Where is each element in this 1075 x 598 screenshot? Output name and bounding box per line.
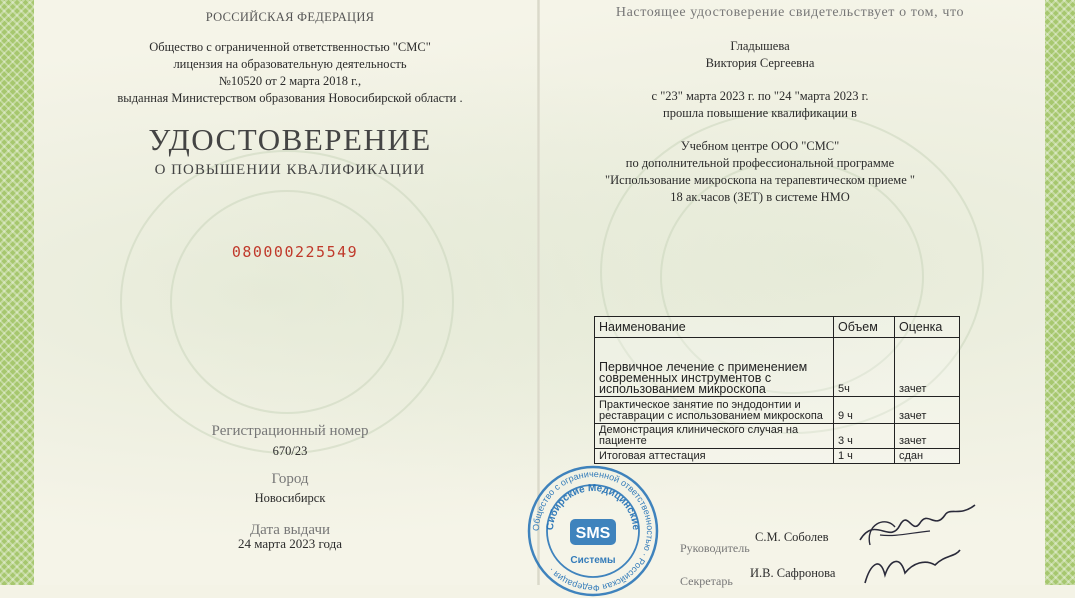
city-value: Новосибирск bbox=[254, 491, 326, 505]
program-line: по дополнительной профессиональной программе bbox=[625, 156, 895, 170]
row-grade: зачет bbox=[895, 338, 960, 397]
license-issuer: выданная Министерством образования Новосибирской области . bbox=[117, 91, 463, 105]
issue-date-label: Дата выдачи bbox=[249, 522, 331, 538]
row-volume: 3 ч bbox=[834, 424, 895, 449]
license-line: лицензия на образовательную деятельность bbox=[173, 57, 407, 71]
document-title: УДОСТОВЕРЕНИЕ bbox=[148, 122, 432, 157]
reg-number-value: 670/23 bbox=[272, 444, 308, 458]
row-grade: сдан bbox=[895, 449, 960, 464]
header-grade: Оценка bbox=[895, 317, 960, 338]
city-label: Город bbox=[271, 471, 309, 487]
row-grade: зачет bbox=[895, 397, 960, 424]
left-guilloche-border bbox=[0, 0, 34, 585]
row-volume: 5ч bbox=[834, 338, 895, 397]
head-label: Руководитель bbox=[680, 541, 750, 555]
grades-table bbox=[594, 316, 960, 464]
holder-name: Виктория Сергеевна bbox=[705, 56, 815, 70]
secretary-signature bbox=[855, 545, 965, 585]
table-header-row bbox=[595, 317, 960, 338]
training-passed: прошла повышение квалификации в bbox=[663, 106, 857, 120]
org-name: Общество с ограниченной ответственностью "СМС" bbox=[149, 40, 431, 54]
country-heading: РОССИЙСКАЯ ФЕДЕРАЦИЯ bbox=[205, 10, 375, 24]
organization-stamp bbox=[526, 464, 660, 598]
row-volume: 1 ч bbox=[834, 449, 895, 464]
holder-surname: Гладышева bbox=[730, 39, 790, 53]
stamp-ring-text: Общество с ограниченной ответственностью · Российская Федерация · bbox=[530, 468, 656, 594]
right-guilloche-border bbox=[1045, 0, 1075, 585]
secretary-name: И.В. Сафронова bbox=[750, 566, 836, 580]
head-name: С.М. Соболев bbox=[755, 530, 829, 544]
document-subtitle: О ПОВЫШЕНИИ КВАЛИФИКАЦИИ bbox=[154, 162, 426, 178]
serial-number: 080000225549 bbox=[231, 243, 359, 261]
program-name: "Использование микроскопа на терапевтическом приеме " bbox=[605, 173, 915, 187]
row-name: Демонстрация клинического случая на пациенте bbox=[595, 424, 834, 449]
stamp-logo: SMS bbox=[575, 525, 611, 542]
program-hours: 18 ак.часов (ЗЕТ) в системе НМО bbox=[670, 190, 850, 204]
table-row bbox=[595, 338, 960, 397]
stamp-inner-text: Сибирские Медицинские bbox=[544, 482, 642, 531]
left-watermark-inner bbox=[170, 190, 404, 414]
training-period: с "23" марта 2023 г. по "24 "марта 2023 г. bbox=[651, 89, 869, 103]
secretary-label: Секретарь bbox=[680, 574, 733, 588]
row-volume: 9 ч bbox=[834, 397, 895, 424]
row-grade: зачет bbox=[895, 424, 960, 449]
intro-text: Настоящее удостоверение свидетельствует о том, что bbox=[615, 5, 965, 20]
row-name: Итоговая аттестация bbox=[595, 449, 834, 464]
row-name: Практическое занятие по эндодонтии и реставрации с использованием микроскопа bbox=[595, 397, 834, 424]
header-name: Наименование bbox=[595, 317, 834, 338]
row-name: Первичное лечение с применением современных инструментов с использованием микроскопа bbox=[595, 338, 834, 397]
training-center: Учебном центре ООО "СМС" bbox=[680, 139, 840, 153]
reg-number-label: Регистрационный номер bbox=[211, 423, 369, 439]
header-volume: Объем bbox=[834, 317, 895, 338]
table-row bbox=[595, 449, 960, 464]
issue-date-value: 24 марта 2023 года bbox=[237, 536, 343, 551]
stamp-bottom-text: Системы bbox=[570, 555, 616, 566]
table-row bbox=[595, 424, 960, 449]
license-number: №10520 от 2 марта 2018 г., bbox=[218, 74, 362, 88]
table-row bbox=[595, 397, 960, 424]
